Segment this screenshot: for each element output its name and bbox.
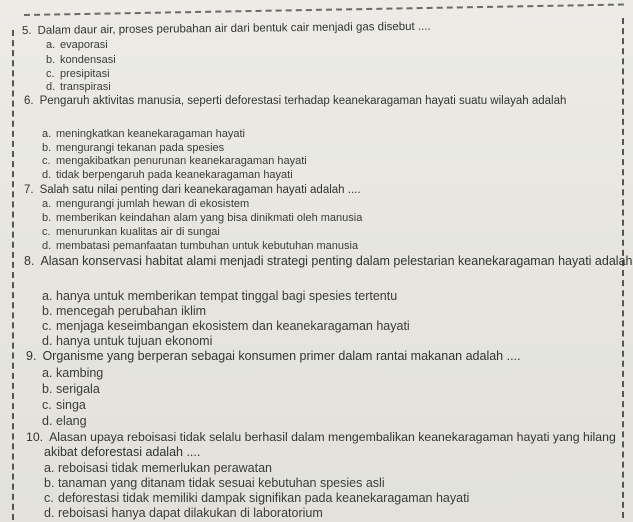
option-7a	[42, 199, 249, 210]
option-letter: a.	[42, 198, 52, 210]
option-6c	[42, 156, 307, 167]
option-text: singa	[56, 398, 86, 412]
option-letter: d.	[46, 81, 56, 93]
option-7b	[42, 213, 362, 224]
option-text: serigala	[56, 382, 100, 396]
option-text: kambing	[56, 366, 104, 380]
option-letter: c.	[42, 226, 51, 238]
option-letter: b.	[42, 212, 52, 224]
option-letter: b.	[42, 142, 52, 154]
question-number: 6.	[24, 95, 34, 107]
option-text: kondensasi	[60, 54, 116, 66]
question-8	[24, 255, 632, 268]
option-8c	[42, 320, 410, 333]
question-text: Alasan konservasi habitat alami menjadi strategi penting dalam pelestarian keanekaragaman hayati adalah	[40, 254, 633, 268]
option-10b	[44, 477, 385, 490]
option-letter: d.	[42, 334, 53, 348]
option-text: hanya untuk tujuan ekonomi	[56, 334, 213, 348]
option-text: meningkatkan keanekaragaman hayati	[56, 128, 245, 140]
option-7d	[42, 241, 358, 252]
option-letter: c.	[42, 398, 52, 412]
option-5d	[46, 82, 111, 93]
option-letter: c.	[42, 155, 51, 167]
option-8a	[42, 290, 397, 303]
dashed-border-top	[24, 4, 624, 16]
option-text: presipitasi	[60, 68, 110, 80]
question-number: 7.	[24, 184, 34, 196]
option-9c	[42, 399, 86, 412]
option-5c	[46, 69, 110, 80]
option-text: mengurangi tekanan pada spesies	[56, 142, 225, 154]
question-number: 10.	[26, 430, 44, 444]
option-text: evaporasi	[60, 39, 108, 51]
option-letter: c.	[46, 68, 55, 80]
dashed-border-right	[622, 18, 624, 518]
question-number: 5.	[21, 24, 32, 37]
option-10a	[44, 462, 272, 475]
option-text: transpirasi	[60, 81, 111, 93]
option-letter: d.	[42, 414, 53, 428]
option-8d	[42, 335, 212, 348]
option-text: menurunkan kualitas air di sungai	[56, 226, 220, 238]
option-letter: a.	[42, 128, 52, 140]
option-letter: b.	[46, 54, 56, 66]
option-letter: a.	[42, 366, 53, 380]
option-letter: c.	[44, 491, 54, 505]
option-text: membatasi pemanfaatan tumbuhan untuk kebutuhan manusia	[56, 240, 359, 252]
option-letter: a.	[46, 39, 56, 51]
dashed-border-left	[12, 30, 14, 520]
option-9d	[42, 415, 87, 428]
option-text: mengakibatkan penurunan keanekaragaman hayati	[56, 155, 307, 167]
option-letter: c.	[42, 319, 52, 333]
option-letter: a.	[42, 289, 53, 303]
option-8b	[42, 305, 206, 318]
option-10c	[44, 492, 469, 505]
option-letter: d.	[44, 506, 55, 520]
option-letter: b.	[44, 476, 55, 490]
question-text: Salah satu nilai penting dari keanekaragaman hayati adalah ....	[39, 184, 361, 196]
question-10-continuation	[44, 446, 200, 459]
question-number: 8.	[24, 254, 35, 268]
question-10	[26, 431, 616, 443]
option-6a	[42, 129, 245, 140]
option-10d	[44, 507, 323, 520]
question-number: 9.	[26, 349, 37, 363]
option-text: elang	[56, 414, 87, 428]
option-text: hanya untuk memberikan tempat tinggal bagi spesies tertentu	[56, 289, 398, 303]
option-text: memberikan keindahan alam yang bisa dinikmati oleh manusia	[56, 212, 363, 224]
option-9a	[42, 367, 103, 380]
option-text: reboisasi tidak memerlukan perawatan	[58, 461, 272, 475]
option-letter: b.	[42, 382, 53, 396]
question-text: Organisme yang berperan sebagai konsumen primer dalam rantai makanan adalah ....	[42, 349, 521, 363]
option-text: menjaga keseimbangan ekosistem dan keanekaragaman hayati	[56, 319, 410, 333]
question-text: akibat deforestasi adalah ....	[44, 445, 201, 459]
option-letter: d.	[42, 240, 52, 252]
question-text: Pengaruh aktivitas manusia, seperti deforestasi terhadap keanekaragaman hayati suatu wilayah adalah	[39, 95, 567, 107]
option-text: tanaman yang ditanam tidak sesuai kebutuhan spesies asli	[58, 476, 385, 490]
option-text: mencegah perubahan iklim	[56, 304, 207, 318]
option-5a	[46, 40, 108, 51]
option-text: mengurangi jumlah hewan di ekosistem	[56, 198, 250, 210]
question-9	[26, 350, 520, 363]
question-6	[24, 96, 566, 108]
option-9b	[42, 383, 100, 396]
option-letter: b.	[42, 304, 53, 318]
question-7	[24, 185, 361, 197]
option-text: tidak berpengaruh pada keanekaragaman hayati	[56, 169, 293, 181]
question-text: Alasan upaya reboisasi tidak selalu berhasil dalam mengembalikan keanekaragaman hayati yang hilang	[49, 430, 616, 444]
option-6d	[42, 170, 293, 181]
option-6b	[42, 143, 224, 154]
option-letter: d.	[42, 169, 52, 181]
option-7c	[42, 227, 220, 238]
question-text: Dalam daur air, proses perubahan air dari bentuk cair menjadi gas disebut ....	[37, 20, 431, 37]
option-text: deforestasi tidak memiliki dampak signifikan pada keanekaragaman hayati	[58, 491, 470, 505]
option-5b	[46, 55, 116, 66]
option-letter: a.	[44, 461, 55, 475]
question-5	[22, 22, 431, 38]
option-text: reboisasi hanya dapat dilakukan di laboratorium	[58, 506, 323, 520]
